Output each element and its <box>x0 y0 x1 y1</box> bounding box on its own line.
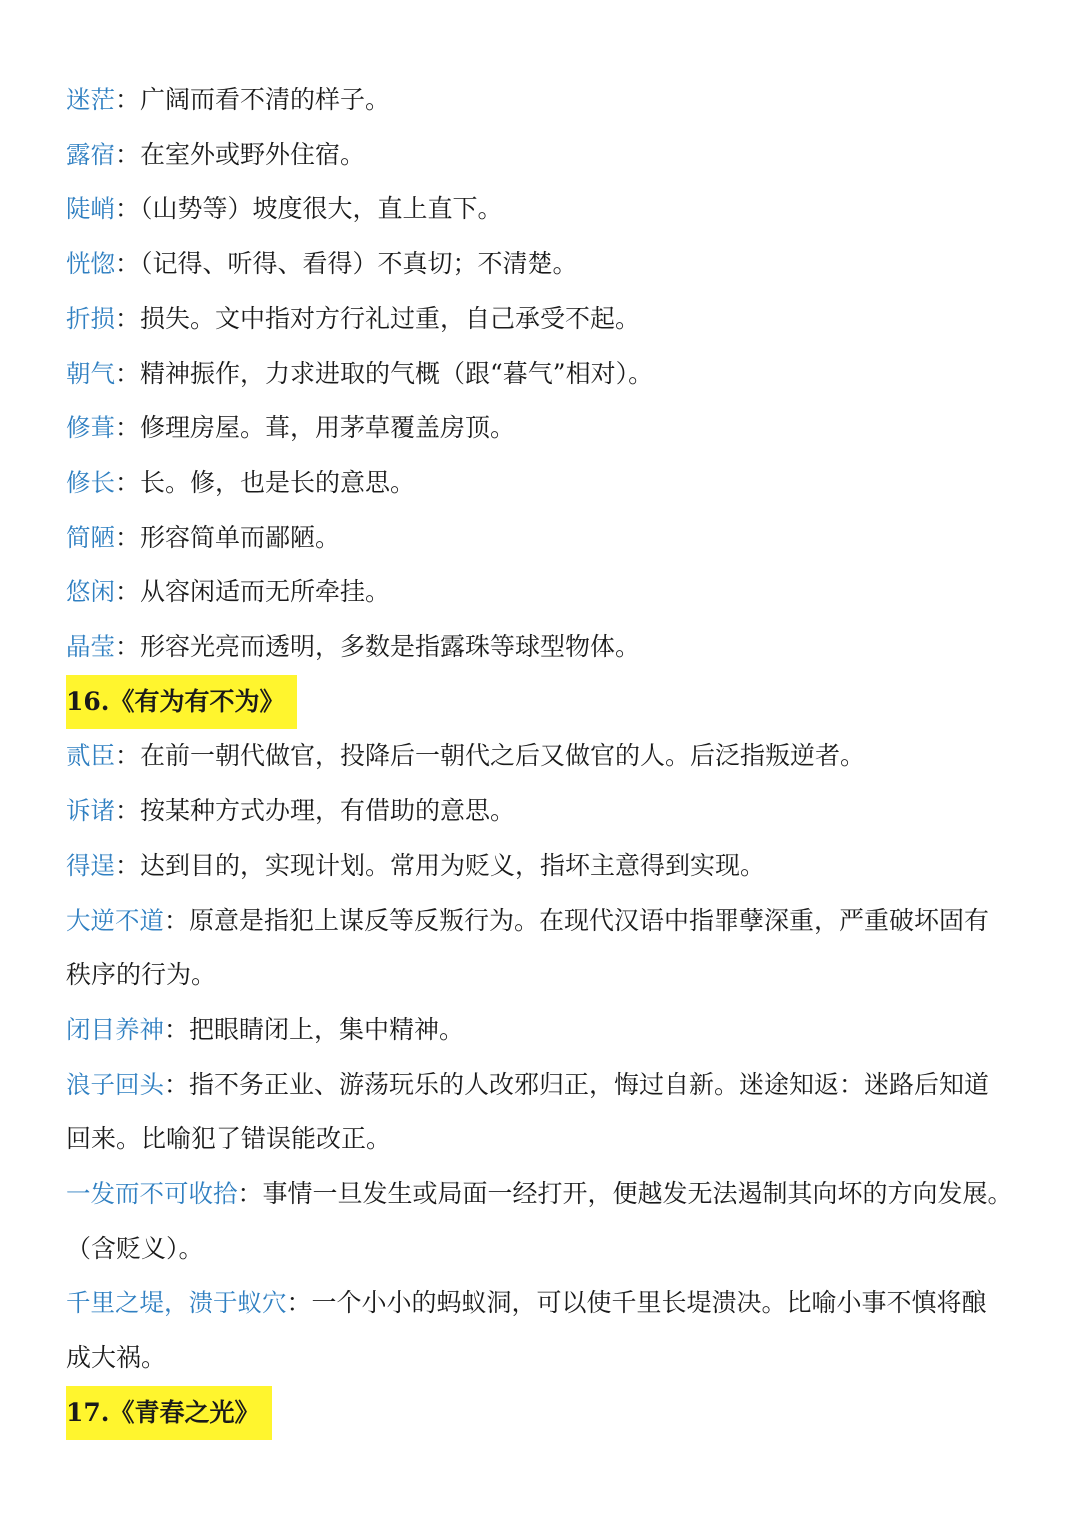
entry-continuation: 秩序的行为。 <box>66 960 217 990</box>
entry-definition: ：从容闲适而无所牵挂。 <box>115 577 391 607</box>
entry-definition: ：按某种方式办理，有借助的意思。 <box>115 796 516 826</box>
entry-term: 千里之堤，溃于蚁穴 <box>66 1288 287 1318</box>
entry-definition: ：在室外或野外住宿。 <box>115 139 366 169</box>
entry-definition: ：广阔而看不清的样子。 <box>115 85 391 114</box>
entry <box>66 401 1026 456</box>
entry-definition: ：形容光亮而透明，多数是指露珠等球型物体。 <box>115 632 641 662</box>
entry-definition: ：在前一朝代做官，投降后一朝代之后又做官的人。后泛指叛逆者。 <box>115 741 866 771</box>
entry <box>66 347 1026 402</box>
entry <box>66 182 1026 237</box>
entry <box>66 1058 1026 1113</box>
section-heading: 17.《青春之光》 <box>66 1386 272 1440</box>
entry <box>66 1276 1026 1331</box>
document-page <box>66 73 1026 1441</box>
section-heading: 16.《有为有不为》 <box>66 675 297 729</box>
entry <box>66 784 1026 839</box>
entry <box>66 237 1026 292</box>
entry-term: 恍惚 <box>66 249 115 279</box>
entry-term: 贰臣 <box>66 741 115 771</box>
entry-continuation: （含贬义）。 <box>66 1233 204 1263</box>
entry-definition: ：形容简单而鄙陋。 <box>115 522 341 552</box>
entry-term: 简陋 <box>66 522 115 552</box>
entry-term: 修葺 <box>66 413 115 443</box>
section-heading-17-wrap <box>66 1386 1026 1441</box>
entry-definition: ：达到目的，实现计划。常用为贬义，指坏主意得到实现。 <box>115 850 766 880</box>
entry-definition: ：（记得、听得、看得）不真切；不清楚。 <box>115 249 578 279</box>
entry-term: 迷茫 <box>66 85 115 114</box>
section-heading-16-wrap <box>66 675 1026 730</box>
entry-definition: ：一个小小的蚂蚁洞，可以使千里长堤溃决。比喻小事不慎将酿 <box>286 1288 987 1318</box>
entry <box>66 565 1026 620</box>
entry <box>66 1167 1026 1222</box>
entry-definition: ：原意是指犯上谋反等反叛行为。在现代汉语中指罪孽深重，严重破坏固有 <box>164 905 990 935</box>
entry-term: 得逞 <box>66 850 115 880</box>
entry-continuation: 成大祸。 <box>66 1343 167 1373</box>
entry-definition: ：长。修，也是长的意思。 <box>115 467 416 497</box>
entry <box>66 511 1026 566</box>
entry-term: 晶莹 <box>66 632 115 662</box>
entry-term: 陡峭 <box>66 194 115 224</box>
entry-term: 浪子回头 <box>66 1069 164 1099</box>
entry <box>66 1003 1026 1058</box>
entry-definition: ：事情一旦发生或局面一经打开，便越发无法遏制其向坏的方向发展。 <box>237 1179 1013 1209</box>
entry-term: 折损 <box>66 303 115 333</box>
entry-definition: ：精神振作，力求进取的气概（跟“暮气”相对）。 <box>115 358 654 388</box>
entry <box>66 73 1026 128</box>
entry <box>66 839 1026 894</box>
entry-definition: ：（山势等）坡度很大，直上直下。 <box>115 194 503 224</box>
entry <box>66 894 1026 949</box>
entry-term: 诉诸 <box>66 796 115 826</box>
entry-term: 一发而不可收拾 <box>66 1179 238 1209</box>
entry <box>66 292 1026 347</box>
entry-definition: ：把眼睛闭上，集中精神。 <box>164 1014 465 1044</box>
entry <box>66 620 1026 675</box>
entry-term: 露宿 <box>66 139 115 169</box>
entry <box>66 128 1026 183</box>
entry-definition: ：损失。文中指对方行礼过重，自己承受不起。 <box>115 303 641 333</box>
entry-continuation: 回来。比喻犯了错误能改正。 <box>66 1124 392 1154</box>
entry-definition: ：指不务正业、游荡玩乐的人改邪归正，悔过自新。迷途知返：迷路后知道 <box>164 1069 990 1099</box>
entry-term: 朝气 <box>66 358 115 388</box>
entry-term: 大逆不道 <box>66 905 164 935</box>
entry-term: 修长 <box>66 467 115 497</box>
entry <box>66 456 1026 511</box>
entry <box>66 729 1026 784</box>
entry-term: 悠闲 <box>66 577 115 607</box>
entry-definition: ：修理房屋。葺，用茅草覆盖房顶。 <box>115 413 516 443</box>
entry-term: 闭目养神 <box>66 1014 164 1044</box>
